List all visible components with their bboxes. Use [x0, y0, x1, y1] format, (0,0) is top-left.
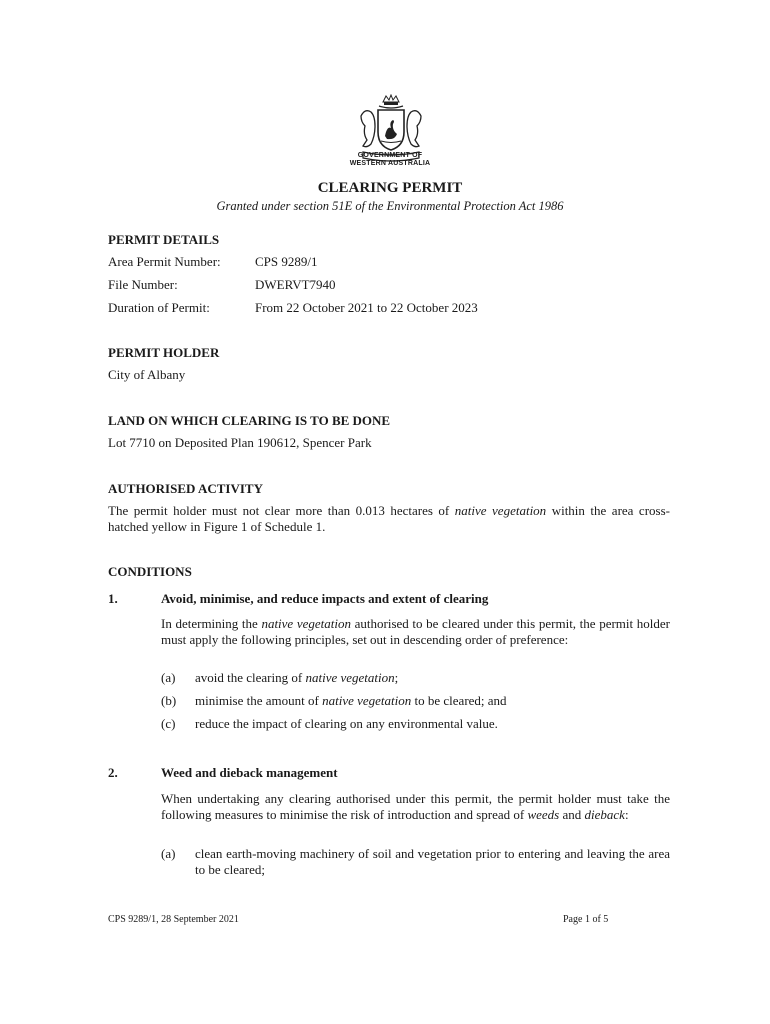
document-subtitle: Granted under section 51E of the Environmental Protection Act 1986	[216, 199, 564, 213]
authorised-activity-text: The permit holder must not clear more than 0.013 hectares of native vegetation within the area cross-hatched yellow in Figure 1 of Schedule 1.	[108, 503, 670, 534]
duration-value: From 22 October 2021 to 22 October 2023	[255, 300, 478, 315]
condition-1-item-b: minimise the amount of native vegetation to be cleared; and	[195, 693, 507, 708]
document-title: CLEARING PERMIT	[317, 180, 463, 196]
permit-holder-value: City of Albany	[108, 367, 186, 382]
condition-2-number: 2.	[108, 765, 118, 780]
authorised-activity-heading: AUTHORISED ACTIVITY	[108, 481, 263, 496]
condition-1-item-c-label: (c)	[161, 716, 176, 731]
condition-1-title: Avoid, minimise, and reduce impacts and extent of clearing	[161, 591, 489, 606]
condition-1-item-b-label: (b)	[161, 693, 177, 708]
permit-number-label: Area Permit Number:	[108, 254, 221, 269]
footer-reference: CPS 9289/1, 28 September 2021	[108, 914, 239, 925]
land-heading: LAND ON WHICH CLEARING IS TO BE DONE	[108, 413, 391, 428]
defined-term: native vegetation	[454, 503, 547, 518]
condition-2-intro: When undertaking any clearing authorised under this permit, the permit holder must take the following measures to minimise the risk of introduction and spread of weeds and dieback:	[161, 791, 670, 822]
condition-1-item-c: reduce the impact of clearing on any environmental value.	[195, 716, 498, 731]
permit-holder-heading: PERMIT HOLDER	[108, 345, 220, 360]
condition-2-title: Weed and dieback management	[161, 765, 338, 780]
condition-1-item-a: avoid the clearing of native vegetation;	[195, 670, 399, 685]
duration-label: Duration of Permit:	[108, 300, 210, 315]
condition-1-intro: In determining the native vegetation authorised to be cleared under this permit, the permit holder must apply the following principles, set out in descending order of preference:	[161, 616, 670, 647]
condition-1-number: 1.	[108, 591, 118, 606]
government-name-line-1: GOVERNMENT OF	[357, 152, 423, 159]
page-number: Page 1 of 5	[563, 914, 609, 925]
condition-2-item-a-label: (a)	[161, 846, 176, 861]
conditions-heading: CONDITIONS	[108, 564, 192, 579]
file-number-value: DWERVT7940	[255, 277, 336, 292]
condition-2-item-a: clean earth-moving machinery of soil and vegetation prior to entering and leaving the area to be cleared;	[195, 846, 670, 877]
condition-1-item-a-label: (a)	[161, 670, 176, 685]
permit-number-value: CPS 9289/1	[255, 254, 318, 269]
file-number-label: File Number:	[108, 277, 178, 292]
permit-details-heading: PERMIT DETAILS	[108, 232, 220, 247]
government-name-line-2: WESTERN AUSTRALIA	[349, 160, 431, 167]
land-value: Lot 7710 on Deposited Plan 190612, Spencer Park	[108, 435, 372, 450]
